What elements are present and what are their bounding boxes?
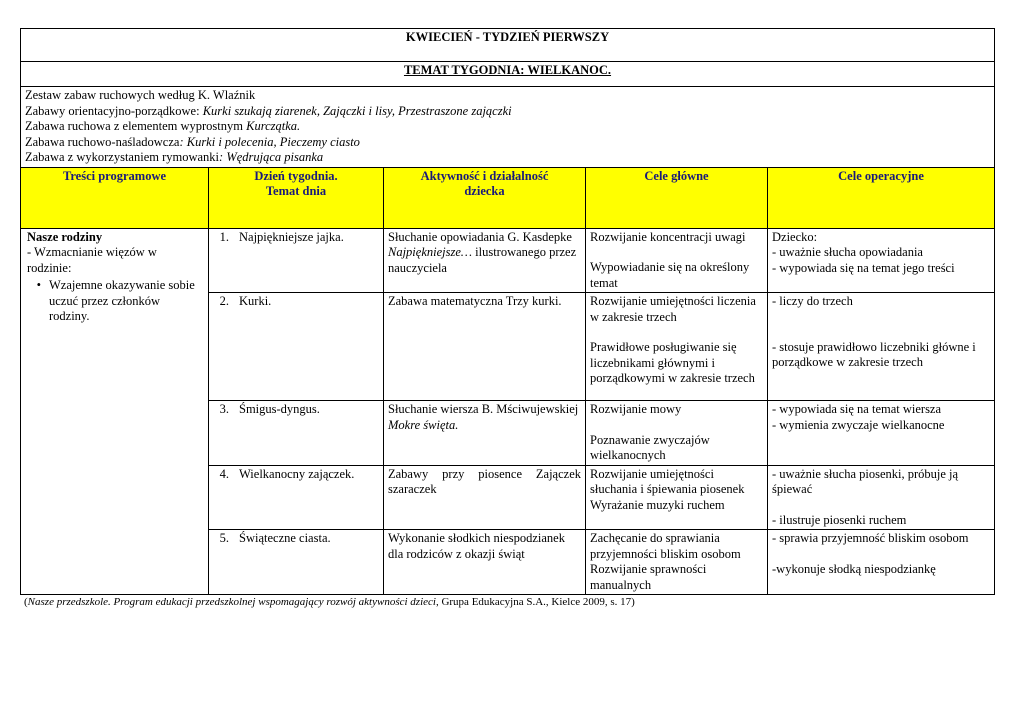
operational-goals-cell: - wypowiada się na temat wiersza - wymienia zwyczaje wielkanocne bbox=[768, 401, 995, 466]
document-page bbox=[20, 28, 994, 608]
week-theme: TEMAT TYGODNIA: WIELKANOC. bbox=[21, 62, 995, 87]
intro-cell bbox=[21, 87, 995, 168]
activity-cell: Słuchanie opowiadania G. Kasdepke Najpiękniejsze… ilustrowanego przez nauczyciela bbox=[384, 228, 586, 293]
activity-cell: Zabawa matematyczna Trzy kurki. bbox=[384, 293, 586, 401]
column-header-tresci: Treści programowe bbox=[21, 167, 209, 228]
main-goals-cell: Rozwijanie umiejętności słuchania i śpiewania piosenek Wyrażanie muzyki ruchem bbox=[586, 465, 768, 530]
column-header-dzien: Dzień tygodnia. Temat dnia bbox=[209, 167, 384, 228]
table-row bbox=[21, 228, 995, 293]
intro-line-1: Zestaw zabaw ruchowych według K. Wlaźnik bbox=[25, 88, 256, 102]
intro-row bbox=[21, 87, 995, 168]
column-header-cele-glowne: Cele główne bbox=[586, 167, 768, 228]
day-topic-cell: 4. Wielkanocny zajączek. bbox=[209, 465, 384, 530]
theme-row bbox=[21, 62, 995, 87]
source-citation: (Nasze przedszkole. Program edukacji przedszkolnej wspomagający rozwój aktywności dzieci, Grupa Edukacyjna S.A., Kielce 2009, s. 17) bbox=[24, 596, 635, 608]
column-header-cele-operacyjne: Cele operacyjne bbox=[768, 167, 995, 228]
main-goals-cell: Rozwijanie umiejętności liczenia w zakresie trzech Prawidłowe posługiwanie się liczebnikami głównymi i porządkowymi w zakresie trzech bbox=[586, 293, 768, 401]
day-topic-cell: 5. Świąteczne ciasta. bbox=[209, 530, 384, 595]
intro-line-4: Zabawa ruchowo-naśladowcza: Kurki i polecenia, Pieczemy ciasto bbox=[25, 134, 360, 149]
main-goals-cell: Zachęcanie do sprawiania przyjemności bliskim osobom Rozwijanie sprawności manualnych bbox=[586, 530, 768, 595]
page-title: KWIECIEŃ - TYDZIEŃ PIERWSZY bbox=[21, 29, 995, 62]
lesson-plan-table bbox=[20, 28, 995, 595]
intro-line-3: Zabawa ruchowa z elementem wyprostnym Kurczątka. bbox=[25, 119, 301, 133]
tresci-subtitle: - Wzmacnianie więzów w rodzinie: bbox=[27, 245, 157, 275]
day-topic-cell: 1. Najpiękniejsze jajka. bbox=[209, 228, 384, 293]
activity-cell: Zabawy przy piosence Zajączek szaraczek bbox=[384, 465, 586, 530]
operational-goals-cell: - sprawia przyjemność bliskim osobom -wykonuje słodką niespodziankę bbox=[768, 530, 995, 595]
main-goals-cell: Rozwijanie mowy Poznawanie zwyczajów wielkanocnych bbox=[586, 401, 768, 466]
operational-goals-cell: - liczy do trzech - stosuje prawidłowo liczebniki główne i porządkowe w zakresie trzech bbox=[768, 293, 995, 401]
day-topic-cell: 2. Kurki. bbox=[209, 293, 384, 401]
intro-line-5: Zabawa z wykorzystaniem rymowanki: Wędrująca pisanka bbox=[25, 150, 324, 164]
operational-goals-cell: Dziecko: - uważnie słucha opowiadania - wypowiada się na temat jego treści bbox=[768, 228, 995, 293]
activity-cell: Słuchanie wiersza B. Mściwujewskiej Mokre święta. bbox=[384, 401, 586, 466]
activity-cell: Wykonanie słodkich niespodzianek dla rodziców z okazji świąt bbox=[384, 530, 586, 595]
intro-line-2: Zabawy orientacyjno-porządkowe: Kurki szukają ziarenek, Zajączki i lisy, Przestraszone zajączki bbox=[25, 103, 512, 118]
operational-goals-cell: - uważnie słucha piosenki, próbuje ją śpiewać - ilustruje piosenki ruchem bbox=[768, 465, 995, 530]
tresci-title: Nasze rodziny bbox=[27, 229, 103, 244]
title-row bbox=[21, 29, 995, 62]
main-goals-cell: Rozwijanie koncentracji uwagi Wypowiadanie się na określony temat bbox=[586, 228, 768, 293]
bullet-icon: • bbox=[36, 278, 41, 292]
column-header-aktywnosc: Aktywność i działalność dziecka bbox=[384, 167, 586, 228]
day-topic-cell: 3. Śmigus-dyngus. bbox=[209, 401, 384, 466]
column-header-row bbox=[21, 167, 995, 228]
tresci-bullet-item: • Wzajemne okazywanie sobie uczuć przez członków rodziny. bbox=[27, 278, 202, 325]
tresci-cell bbox=[21, 228, 209, 595]
